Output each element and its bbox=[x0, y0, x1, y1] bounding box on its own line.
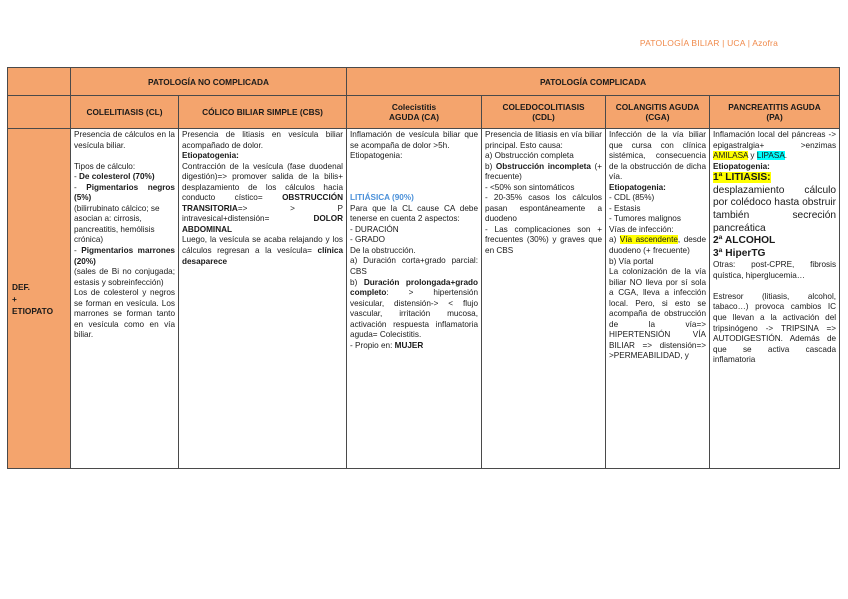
corner-cell-2 bbox=[8, 96, 71, 129]
lipasa-highlight: LIPASA bbox=[756, 151, 785, 161]
corner-cell bbox=[8, 68, 71, 96]
col-header-ca: Colecistitis AGUDA (CA) bbox=[347, 96, 482, 129]
col-header-cga: COLANGITIS AGUDA (CGA) bbox=[606, 96, 710, 129]
col-header-cbs: CÓLICO BILIAR SIMPLE (CBS) bbox=[179, 96, 347, 129]
amilasa-highlight: AMILASA bbox=[713, 151, 749, 161]
col-header-cl: COLELITIASIS (CL) bbox=[71, 96, 179, 129]
group-no-complicada: PATOLOGÍA NO COMPLICADA bbox=[71, 68, 347, 96]
cell-cdl: Presencia de litiasis en vía biliar principal. Esto causa: a) Obstrucción completa b) Obstrucción incompleta (+ frecuente) - <50% son sintomáticos - 20-35% casos los cálculos pasan espontáneamente a duodeno - Las complicaciones son + frecuentes (30%) y graves que en CBS bbox=[482, 129, 606, 469]
litiasica-heading: LITIÁSICA (90%) bbox=[350, 193, 414, 203]
via-ascendente-highlight: Vía ascendente bbox=[619, 235, 678, 245]
page-header: PATOLOGÍA BILIAR | UCA | Azofra bbox=[639, 38, 778, 48]
cell-cbs: Presencia de litiasis en vesícula biliar acompañado de dolor. Etiopatogenia: Contracción de la vesícula (fase duodenal digestión)=> promover salida de la bilis+ desplazamiento de los cálculos hacia conducto cístico= OBSTRUCCIÓN TRANSITORIA=> > P intravesical+distensión= DOLOR ABDOMINAL Luego, la vesícula se acaba relajando y los cálculos regresan a la vesícula= clínica desaparece bbox=[179, 129, 347, 469]
cell-ca: Inflamación de vesícula biliar que se acompaña de dolor >5h. Etiopatogenia: LITIÁSICA (90%) Para que la CL cause CA debe tenerse en cuenta 2 aspectos: - DURACIÓN - GRADO De la obstrucción. a) Duración corta+grado parcial: CBS b) Duración prolongada+grado completo: > hipertensión vesicular, distensión-> < flujo vascular, irritación mucosa, activación respuesta inflamatoria aguda= Colecistitis. - Propio en: MUJER bbox=[347, 129, 482, 469]
cell-cl: Presencia de cálculos en la vesícula biliar. Tipos de cálculo: - De colesterol (70%) - Pigmentarios negros (5%) (bilirrubinato cálcico; se asocian a: cirrosis, pancreatitis, hemólisis crónica) - Pigmentarios marrones (20%) (sales de Bi no conjugada; estasis y sobreinfección) Los de colesterol y negros se forman en vesícula. Los marrones se forman tanto en vesícula como en vía biliar. bbox=[71, 129, 179, 469]
cell-pa: Inflamación local del páncreas -> epigastralgia+ >enzimas AMILASA y LIPASA. Etiopatogenia: 1ª LITIASIS: desplazamiento cálculo por colédoco hasta obstruir también secreción pancreática 2ª ALCOHOL 3ª HiperTG Otras: post-CPRE, fibrosis quística, hiperglucemia… Estresor (litiasis, alcohol, tabaco…) provoca cambios IC que llevan a la activación del tripsinógeno -> TRIPSINA => AUTODIGESTIÓN. Además de que se activa cascada inflamatoria bbox=[710, 129, 840, 469]
group-complicada: PATOLOGÍA COMPLICADA bbox=[347, 68, 840, 96]
biliary-pathology-table bbox=[7, 67, 840, 469]
col-header-pa: PANCREATITIS AGUDA (PA) bbox=[710, 96, 840, 129]
row-label: DEF. + ETIOPATO bbox=[8, 129, 71, 469]
cell-cga: Infección de la vía biliar que cursa con clínica sistémica, consecuencia de la obstrucción de dicha vía. Etiopatogenia: - CDL (85%) - Estasis - Tumores malignos Vías de infección: a) Vía ascendente, desde duodeno (+ frecuente) b) Vía portal La colonización de la vía biliar NO lleva por sí sola a CGA, lleva a infección local. Pero, si esto se acompaña de obstrucción de la vía=> HIPERTENSIÓN VÍA BILIAR => distensión=> >PERMEABILIDAD, y bbox=[606, 129, 710, 469]
col-header-cdl: COLEDOCOLITIASIS (CDL) bbox=[482, 96, 606, 129]
